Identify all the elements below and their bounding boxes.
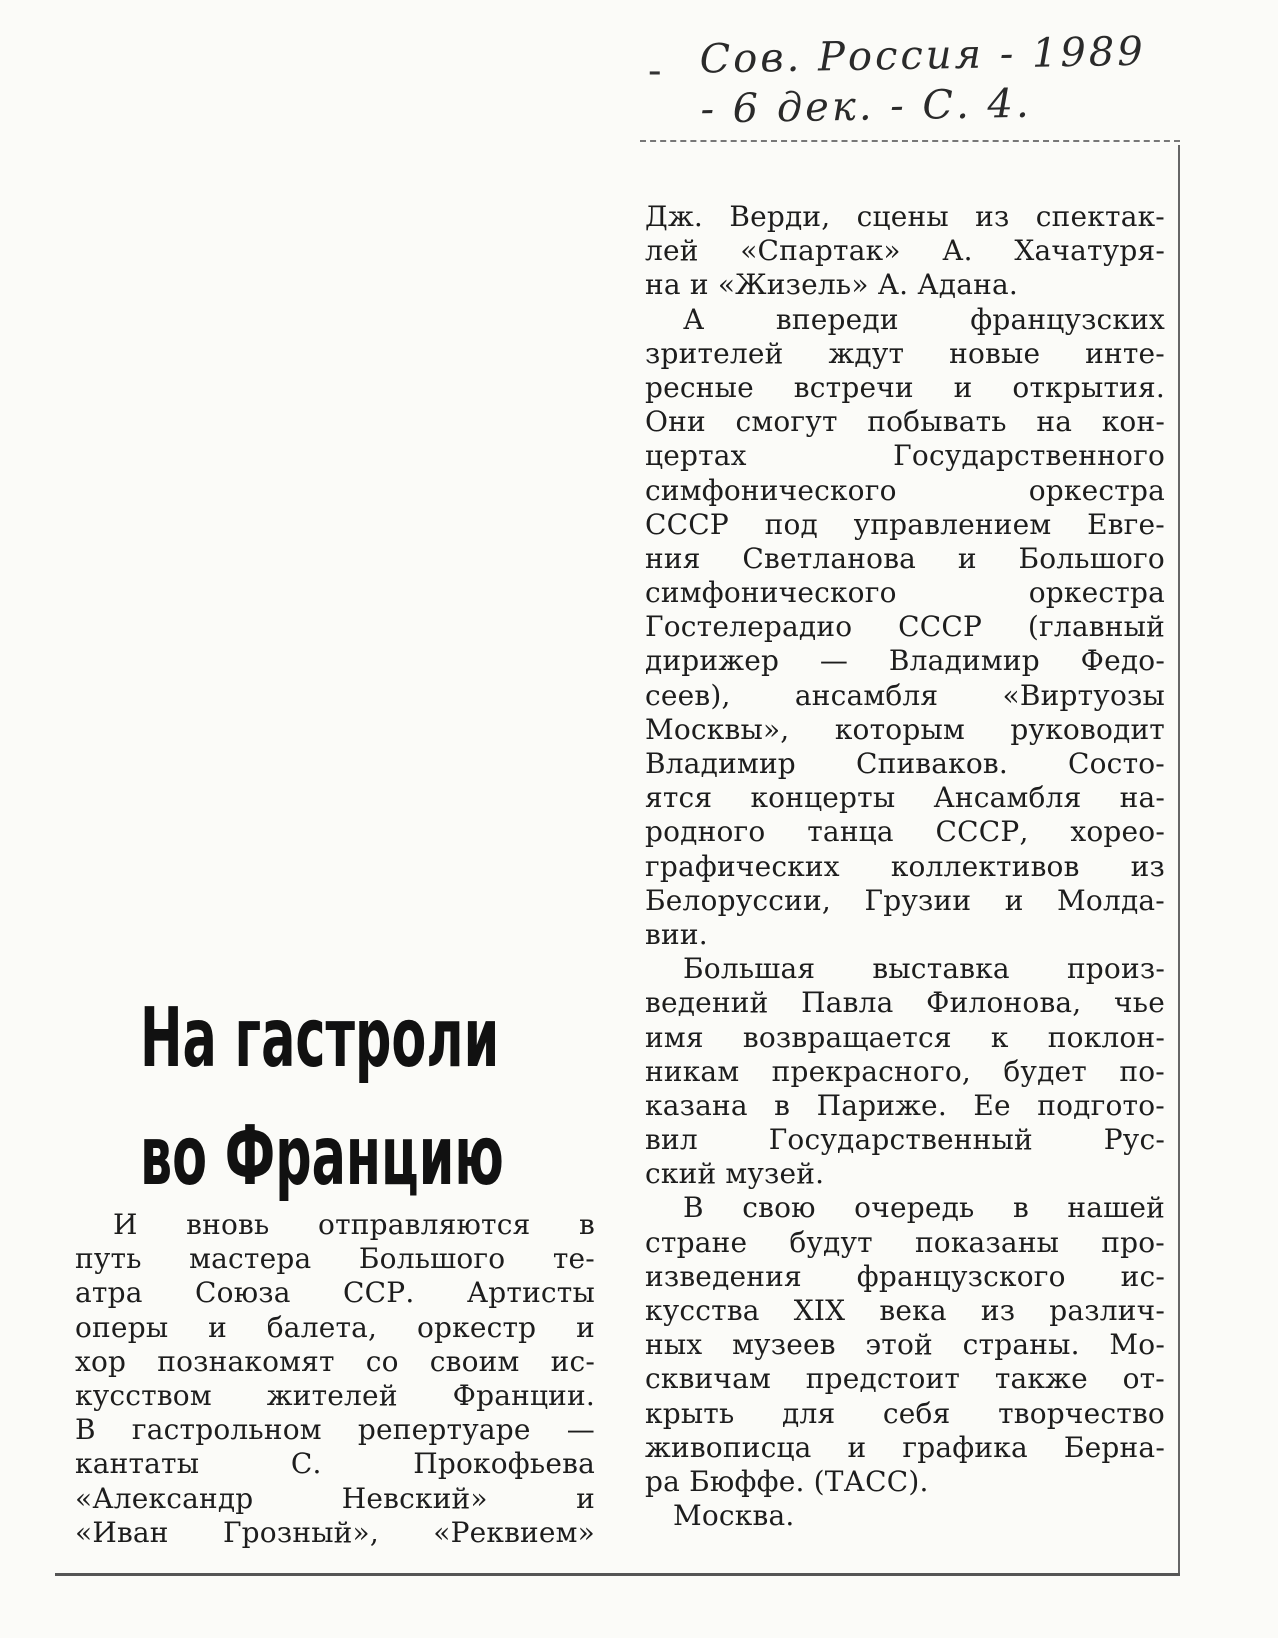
text-line: изведения французского ис- [645, 1259, 1165, 1293]
text-line: графических коллективов из [645, 849, 1165, 883]
text-line: родного танца СССР, хорео- [645, 815, 1165, 849]
text-line: Москва. [673, 1499, 795, 1533]
text-line: вии. [645, 917, 708, 951]
text-line: СССР под управлением Евге- [645, 507, 1165, 541]
article-headline [140, 980, 504, 1216]
text-line: ведений Павла Филонова, чье [645, 986, 1165, 1020]
headline-line-1: На гастроли [140, 991, 500, 1086]
text-line: ресные встречи и открытия. [645, 370, 1165, 404]
text-line: «Иван Грозный», «Реквием» [75, 1515, 595, 1549]
text-line: Владимир Спиваков. Состо- [645, 747, 1165, 780]
text-line: сеев), ансамбля «Виртуозы [645, 678, 1165, 712]
clipping-edge-right [1178, 145, 1180, 1575]
text-line: «Александр Невский» и [75, 1481, 595, 1515]
article-column-right [645, 200, 1165, 1533]
text-line: ра Бюффе. (ТАСС). [645, 1464, 929, 1498]
annotation-dash: - [648, 48, 662, 94]
text-line: ский музей. [645, 1157, 825, 1191]
text-line: сквичам предстоит также от- [645, 1362, 1165, 1396]
text-line: живописца и графика Берна- [645, 1430, 1165, 1464]
text-line: стране будут показаны про- [645, 1225, 1165, 1259]
text-line: крыть для себя творчество [645, 1396, 1165, 1430]
text-line: ных музеев этой страны. Мо- [645, 1328, 1165, 1362]
text-line: цертах Государственного [645, 439, 1165, 473]
text-line: Гостелерадио СССР (главный [645, 610, 1165, 644]
text-line: симфонического оркестра [645, 473, 1165, 507]
text-line: кусства XIX века из различ- [645, 1294, 1165, 1327]
text-line: Белоруссии, Грузии и Молда- [645, 883, 1165, 917]
text-line: А впереди французских [683, 302, 1165, 336]
text-line: лей «Спартак» А. Хачатуря- [645, 234, 1165, 268]
text-line: И вновь отправляются в [113, 1208, 595, 1241]
clipping-edge-bottom [55, 1573, 1180, 1576]
headline-line-2: во Францию [140, 1109, 504, 1204]
text-line: В гастрольном репертуаре — [75, 1413, 595, 1447]
annotation-line-1: Сов. Россия - 1989 [699, 28, 1147, 83]
text-line: дирижер — Владимир Федо- [645, 644, 1165, 678]
text-line: кантаты С. Прокофьева [75, 1447, 595, 1481]
text-line: путь мастера Большого те- [75, 1242, 595, 1276]
text-line: В свою очередь в нашей [683, 1191, 1165, 1225]
text-line: вил Государственный Рус- [645, 1123, 1165, 1157]
text-line: хор познакомят со своим ис- [75, 1344, 595, 1378]
clipping-edge-top [640, 140, 1180, 142]
text-line: Они смогут побывать на кон- [645, 405, 1165, 439]
article-column-left [75, 1208, 595, 1550]
handwritten-annotation [699, 25, 1221, 134]
text-line: оперы и балета, оркестр и [75, 1310, 595, 1344]
text-line: на и «Жизель» А. Адана. [645, 268, 1018, 302]
text-line: ятся концерты Ансамбля на- [645, 781, 1165, 815]
text-line: Дж. Верди, сцены из спектак- [645, 200, 1165, 233]
annotation-line-2: - 6 дек. - С. 4. [700, 80, 1032, 133]
text-line: кусством жителей Франции. [75, 1378, 595, 1412]
text-line: казана в Париже. Ее подгото- [645, 1088, 1165, 1122]
text-line: зрителей ждут новые инте- [645, 336, 1165, 370]
text-line: Большая выставка произ- [683, 952, 1165, 986]
text-line: атра Союза ССР. Артисты [75, 1276, 595, 1310]
text-line: никам прекрасного, будет по- [645, 1054, 1165, 1088]
text-line: имя возвращается к поклон- [645, 1020, 1165, 1054]
text-line: симфонического оркестра [645, 576, 1165, 610]
text-line: Москвы», которым руководит [645, 712, 1165, 746]
text-line: ния Светланова и Большого [645, 541, 1165, 575]
